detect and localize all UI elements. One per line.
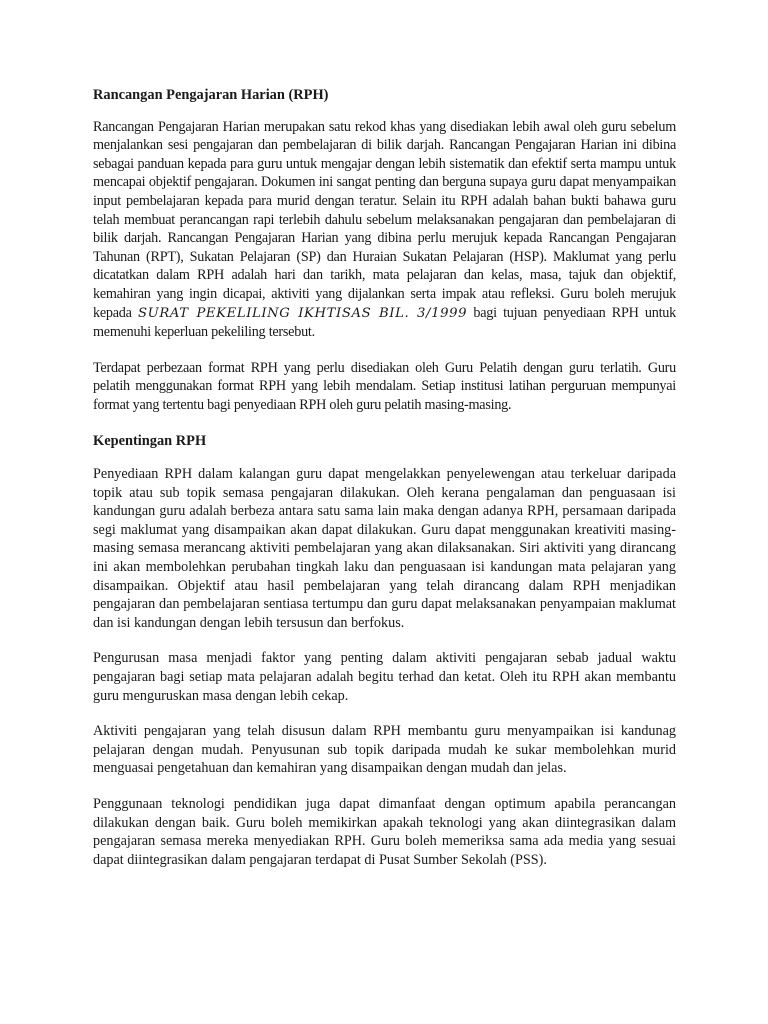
importance-paragraph-2: Pengurusan masa menjadi faktor yang penting dalam aktiviti pengajaran sebab jadual waktu pengajaran bagi setiap mata pelajaran adalah begitu terhad dan ketat. Oleh itu RPH akan membantu guru menguruskan masa dengan lebih cekap. — [93, 650, 676, 704]
document-title: Rancangan Pengajaran Harian (RPH) — [93, 87, 329, 103]
spacer — [93, 705, 676, 722]
spacer — [93, 778, 676, 795]
importance-paragraph-3: Aktiviti pengajaran yang telah disusun dalam RPH membantu guru menyampaikan isi kandunag pelajaran dengan mudah. Penyusunan sub topik daripada mudah ke sukar membolehkan murid menguasai pengetahuan dan kemahiran yang disampaikan dengan mudah dan jelas. — [93, 723, 676, 777]
importance-paragraph-1: Penyediaan RPH dalam kalangan guru dapat mengelakkan penyelewengan atau terkeluar daripada topik atau sub topik semasa pengajaran dilakukan. Oleh kerana pengalaman dan penguasaan isi kandungan guru adalah berbeza antara satu sama lain maka dengan adanya RPH, persamaan daripada segi maklumat yang disampaikan akan dapat dilakukan. Guru dapat menggunakan kreativiti masing-masing semasa merancang aktiviti pembelajaran yang akan dilaksanakan. Siri aktiviti yang dirancang ini akan membolehkan perubahan tingkah laku dan penguasaan isi kandungan mata pelajaran yang disampaikan. Objektif atau hasil pembelajaran yang telah dirancang dalam RPH menjadikan pengajaran dan pembelajaran sentiasa tertumpu dan guru dapat melaksanakan penyampaian maklumat dan isi kandungan dengan lebih tersusun dan berfokus. — [93, 466, 676, 631]
intro-text-part2: bagi tujuan penyediaan RPH untuk memenuhi keperluan pekeliling tersebut. — [93, 304, 676, 341]
format-paragraph: Terdapat perbezaan format RPH yang perlu disediakan oleh Guru Pelatih dengan guru terlatih. Guru pelatih menggunakan format RPH yang lebih mendalam. Setiap institusi latihan perguruan mempunyai format yang tertentu bagi penyediaan RPH oleh guru pelatih masing-masing. — [93, 359, 676, 413]
circular-reference: SURAT PEKELILING IKHTISAS BIL. 3/1999 — [137, 305, 468, 321]
importance-paragraph-4: Penggunaan teknologi pendidikan juga dapat dimanfaat dengan optimum apabila perancangan dilakukan dengan baik. Guru boleh memikirkan apakah teknologi yang akan diintegrasikan dalam pengajaran semasa mereka menyediakan RPH. Guru boleh memeriksa sama ada media yang sesuai dapat diintegrasikan dalam pengajaran terdapat di Pusat Sumber Sekolah (PSS). — [93, 796, 676, 868]
spacer — [93, 632, 676, 649]
spacer — [93, 450, 676, 465]
spacer — [93, 105, 676, 118]
spacer — [93, 415, 676, 432]
section-heading: Kepentingan RPH — [93, 432, 207, 449]
intro-text-part1: Rancangan Pengajaran Harian merupakan satu rekod khas yang disediakan lebih awal oleh guru sebelum menjalankan sesi pengajaran dan pembelajaran di bilik darjah. Rancangan Pengajaran Harian ini dibina sebagai panduan kepada para guru untuk mengajar dengan lebih sistematik dan efektif serta mampu untuk mencapai objektif pengajaran. Dokumen ini sangat penting dan berguna supaya guru dapat menyampaikan input pembelajaran kepada para murid dengan teratur. Selain itu RPH adalah bahan bukti bahawa guru telah membuat perancangan rapi terlebih dahulu sebelum melaksanakan pengajaran dan pembelajaran di bilik darjah. Rancangan Pengajaran Harian yang dibina perlu merujuk kepada Rancangan Pengajaran Tahunan (RPT), Sukatan Pelajaran (SP) dan Huraian Sukatan Pelajaran (HSP). Maklumat yang perlu dicatatkan dalam RPH adalah hari dan tarikh, mata pelajaran dan kelas, masa, tajuk dan objektif, kemahiran yang ingin dicapai, aktiviti yang dijalankan serta impak atau refleksi. Guru boleh merujuk kepada — [93, 118, 676, 321]
spacer — [93, 342, 676, 359]
document-body — [93, 86, 676, 869]
intro-paragraph — [93, 118, 676, 342]
